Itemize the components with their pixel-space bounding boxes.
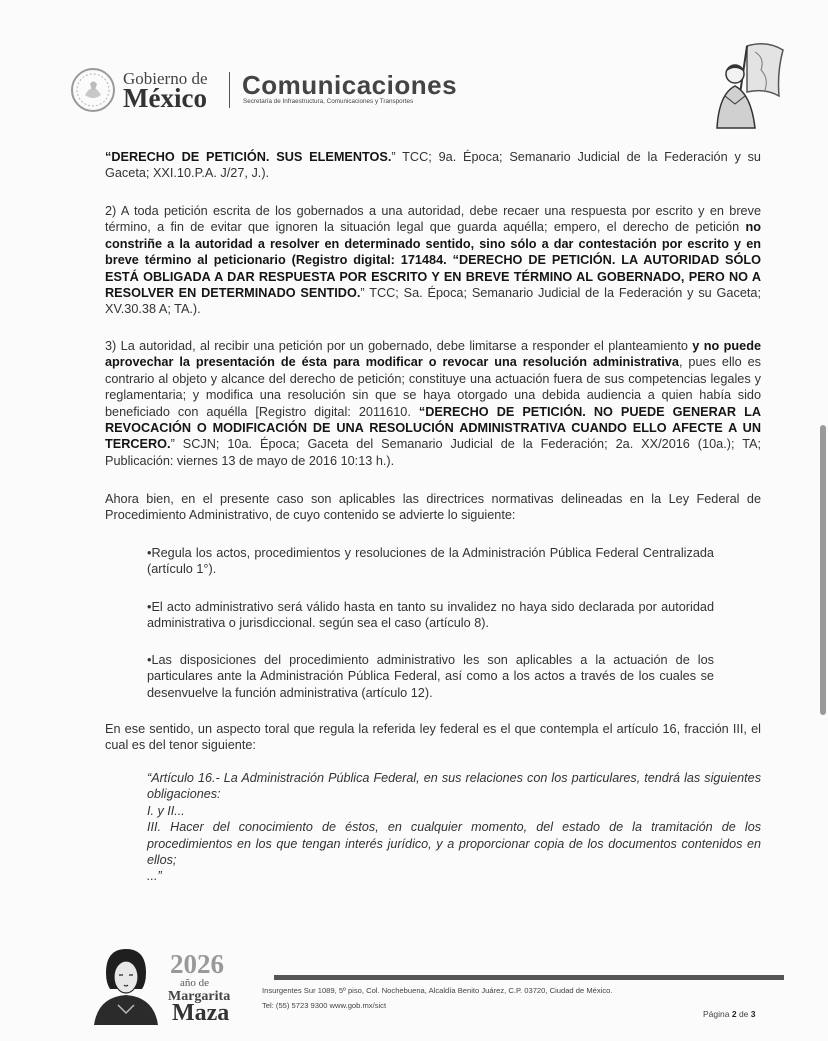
- ano-de-text: año de: [180, 977, 210, 989]
- page-number: Página 2 de 3: [703, 1009, 756, 1019]
- paragraph-2: 2) A toda petición escrita de los gobernados a una autoridad, debe recaer una respuesta por escrito y en breve término, a fin de evitar que ignoren la situación legal que guarda aquélla; empero, el derecho de petición no constriñe a la autoridad a resolver en determinado sentido, sino sólo a dar contestación por escrito y en breve término al peticionario (Registro digital: 171484. “DERECHO DE PETICIÓN. LA AUTORIDAD SÓLO ESTÁ OBLIGADA A DAR RESPUESTA POR ESCRITO Y EN BREVE TÉRMINO AL GOBERNADO, PERO NO A RESOLVER EN DETERMINADO SENTIDO.” TCC; Sa. Época; Semanario Judicial de la Federación y su Gaceta; XV.30.38 A; TA.).: [105, 204, 761, 317]
- paragraph-4: Ahora bien, en el presente caso son aplicables las directrices normativas delineadas en la Ley Federal de Procedimiento Administrativo, de cuyo contenido se advierte lo siguiente:: [105, 492, 761, 523]
- national-seal-icon: [70, 67, 116, 113]
- gobierno-text: Gobierno de: [123, 69, 208, 88]
- footer-address: Insurgentes Sur 1089, 5º piso, Col. Nochebuena, Alcaldía Benito Juárez, C.P. 03720, Ciudad de México.: [262, 986, 613, 995]
- article-quote: [147, 770, 761, 885]
- header-divider: [229, 72, 230, 108]
- woman-with-flag-icon: [695, 38, 787, 130]
- secretaria-subtitle: Secretaría de Infraestructura, Comunicaciones y Transportes: [243, 98, 414, 105]
- scrollbar-thumb[interactable]: [820, 425, 826, 715]
- paragraph-3: 3) La autoridad, al recibir una petición por un gobernado, debe limitarse a responder el planteamiento y no puede aprovechar la presentación de ésta para modificar o revocar una resolución administrativa, pues ello es contrario al objeto y alcance del derecho de petición; constituye una actuación fuera de sus competencias legales y reglamentaria; y modifica una resolución sin que se haya otorgado una debida audiencia a quien había sido beneficiado con aquélla [Registro digital: 2011610. “DERECHO DE PETICIÓN. NO PUEDE GENERAR LA REVOCACIÓN O MODIFICACIÓN DE UNA RESOLUCIÓN ADMINISTRATIVA CUANDO ELLO AFECTE A UN TERCERO.” SCJN; 10a. Época; Gaceta del Semanario Judicial de la Federación; 2a. XX/2016 (10a.); TA; Publicación: viernes 13 de mayo de 2016 10:13 h.).: [105, 339, 762, 468]
- footer-rule: [274, 975, 784, 980]
- margarita-text: Margarita: [168, 989, 231, 1004]
- bullet-item-1: •Regula los actos, procedimientos y resoluciones de la Administración Pública Federal Centralizada (artículo 1°).: [147, 546, 714, 577]
- paragraph-1: “DERECHO DE PETICIÓN. SUS ELEMENTOS.” TCC; 9a. Época; Semanario Judicial de la Federación y su Gaceta; XXI.10.P.A. J/27, J.).: [105, 150, 761, 181]
- quote-line-2: I. y II...: [147, 803, 185, 818]
- margarita-maza-portrait-icon: [86, 945, 166, 1025]
- quote-line-1: “Artículo 16.- La Administración Pública Federal, en sus relaciones con los particulares, tendrá las siguientes obligaciones:: [147, 771, 761, 802]
- bullet-item-3: •Las disposiciones del procedimiento administrativo les son aplicables a la actuación de los particulares ante la Administración Pública Federal, así como a los actos a través de los cuales se desenvuelve la función administrativa (artículo 12).: [147, 653, 714, 700]
- mexico-text: México: [123, 83, 207, 113]
- bullet-item-2: •El acto administrativo será válido hasta en tanto su invalidez no haya sido declarada por autoridad administrativa o jurisdiccional. según sea el caso (artículo 8).: [147, 600, 714, 631]
- paragraph-5: En ese sentido, un aspecto toral que regula la referida ley federal es el que contempla el artículo 16, fracción III, el cual es del tenor siguiente:: [105, 722, 761, 753]
- comunicaciones-title: Comunicaciones: [242, 70, 458, 100]
- footer-phone-web: Tel: (55) 5723 9300 www.gob.mx/sict: [262, 1001, 387, 1010]
- quote-line-3: III. Hacer del conocimiento de éstos, en cualquier momento, del estado de la tramitación de los procedimientos en los que tengan interés jurídico, y a proporcionar copia de los documentos contenidos en ellos;: [147, 820, 761, 868]
- year-text: 2026: [170, 949, 224, 979]
- maza-text: Maza: [172, 1000, 230, 1026]
- quote-line-4: ...”: [147, 869, 162, 884]
